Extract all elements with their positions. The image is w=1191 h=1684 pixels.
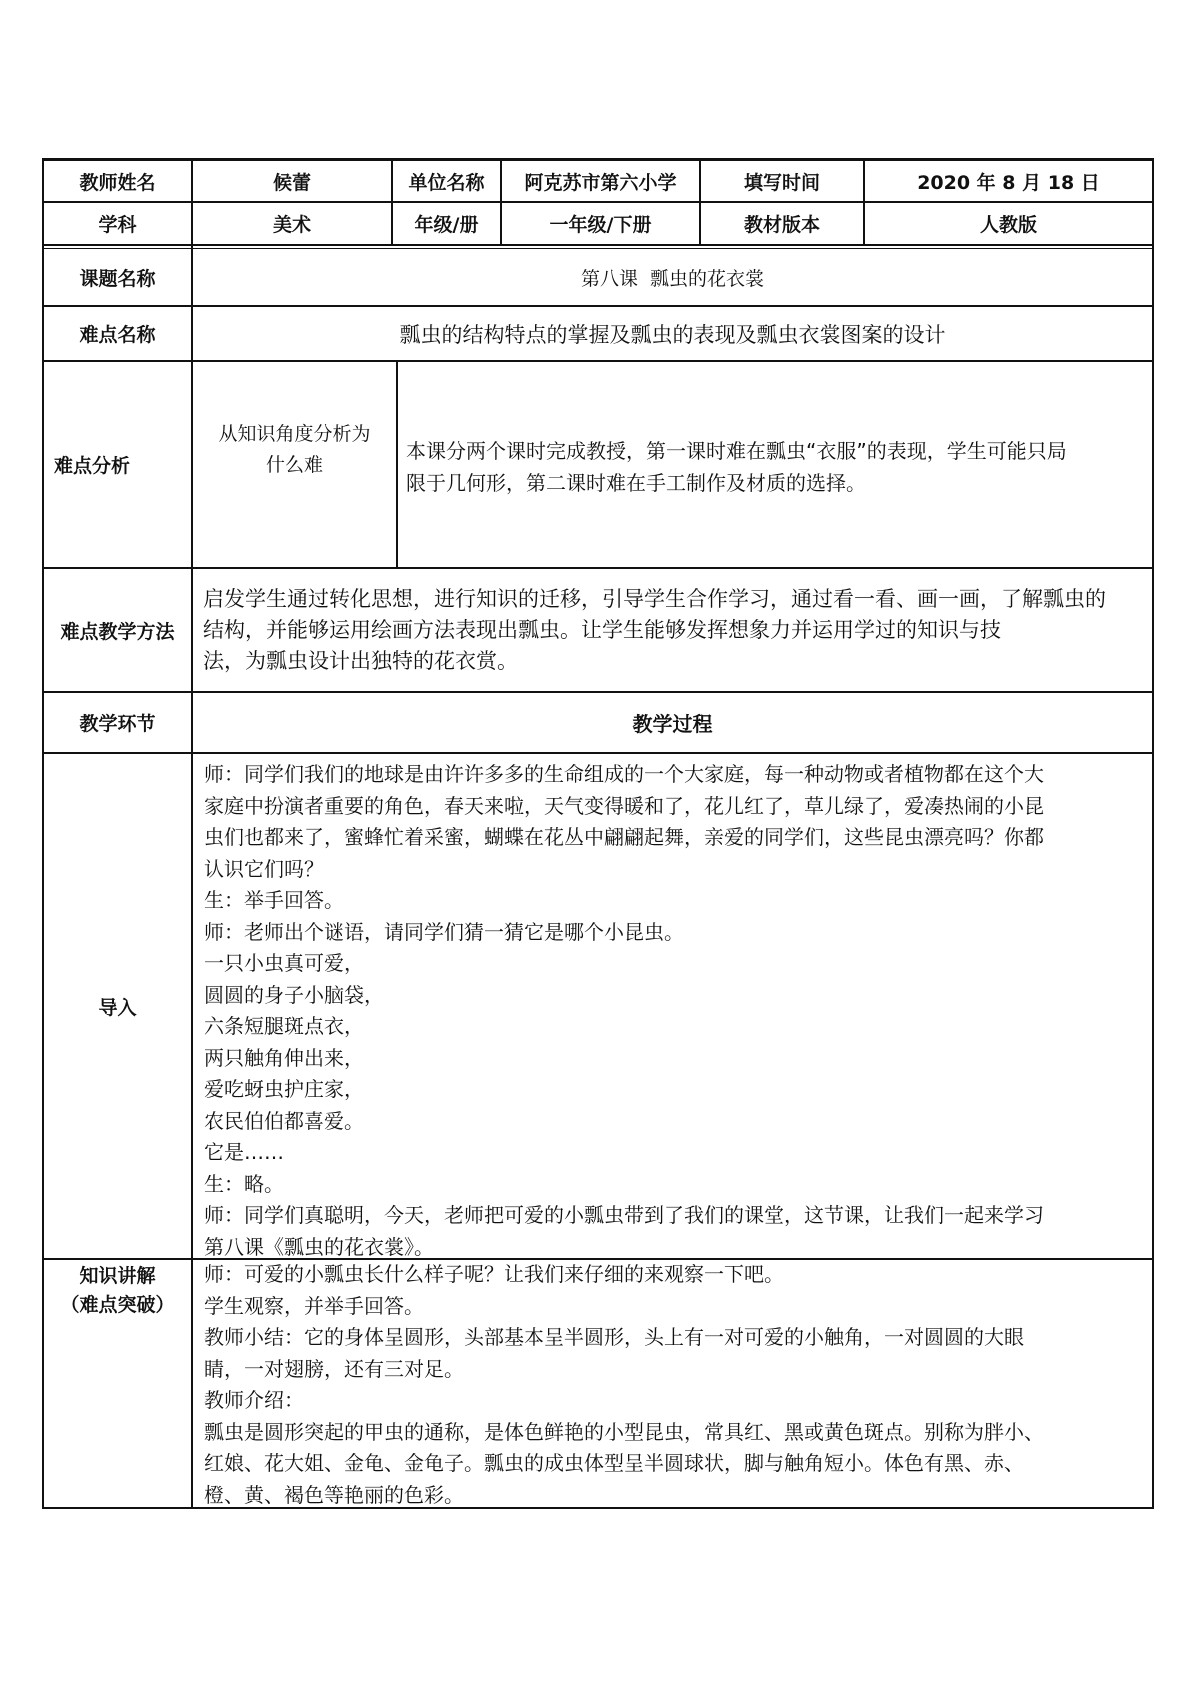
- intro-line: 生：略。: [204, 1171, 284, 1196]
- method-line: 启发学生通过转化思想，进行知识的迁移，引导学生合作学习，通过看一看、画一画，了解瓢虫的: [203, 587, 1106, 611]
- knowledge-line: 教师介绍：: [204, 1388, 304, 1412]
- row-divider: [42, 244, 1154, 246]
- intro-line: 一只小虫真可爱，: [204, 951, 364, 975]
- fill-date-value: 2020 年 8 月 18 日: [917, 171, 1100, 194]
- intro-line: 师：老师出个谜语，请同学们猜一猜它是哪个小昆虫。: [204, 919, 684, 944]
- intro-line: 两只触角伸出来，: [204, 1045, 364, 1070]
- unit-name-label: 单位名称: [408, 171, 485, 194]
- process-header: 教学过程: [632, 712, 713, 736]
- difficulty-label: 难点名称: [79, 324, 156, 346]
- intro-line: 虫们也都来了，蜜蜂忙着采蜜，蝴蝶在花丛中翩翩起舞，亲爱的同学们，这些昆虫漂亮吗？你都: [204, 825, 1044, 849]
- intro-line: 认识它们吗？: [204, 856, 324, 881]
- intro-line: 它是……: [204, 1140, 284, 1164]
- subject-label: 学科: [98, 214, 137, 236]
- teacher-name-value: 候蕾: [272, 171, 311, 194]
- analysis-sub-label-line: 从知识角度分析为: [218, 422, 371, 445]
- intro-line: 师：同学们真聪明，今天，老师把可爱的小瓢虫带到了我们的课堂，这节课，让我们一起来学习: [204, 1203, 1044, 1227]
- analysis-line: 限于几何形，第二课时难在手工制作及材质的选择。: [406, 471, 866, 495]
- knowledge-line: 瓢虫是圆形突起的甲虫的通称，是体色鲜艳的小型昆虫，常具红、黑或黄色斑点。别称为胖小、: [204, 1419, 1044, 1444]
- column-divider: [191, 158, 193, 1509]
- analysis-sub-label: [193, 362, 396, 567]
- method-line: 结构，并能够运用绘画方法表现出瓢虫。让学生能够发挥想象力并运用学过的知识与技: [203, 618, 1001, 642]
- knowledge-text: [204, 1259, 1149, 1511]
- knowledge-line: 学生观察，并举手回答。: [204, 1293, 424, 1318]
- analysis-text: [406, 435, 1150, 499]
- teacher-name-label: 教师姓名: [79, 171, 156, 194]
- intro-line: 圆圆的身子小脑袋，: [204, 982, 384, 1007]
- knowledge-line: 睛，一对翅膀，还有三对足。: [204, 1356, 464, 1381]
- method-line: 法，为瓢虫设计出独特的花衣赏。: [203, 649, 518, 673]
- unit-name-value: 阿克苏市第六小学: [524, 171, 677, 194]
- intro-line: 家庭中扮演者重要的角色，春天来啦，天气变得暖和了，花儿红了，草儿绿了，爱凑热闹的小昆: [204, 793, 1044, 818]
- intro-line: 爱吃蚜虫护庄家，: [204, 1077, 364, 1101]
- topic-value: 第八课 瓢虫的花衣裳: [580, 267, 765, 290]
- knowledge-label-line: （难点突破）: [60, 1294, 175, 1316]
- fill-date-label: 填写时间: [743, 171, 820, 194]
- analysis-label: 难点分析: [54, 455, 131, 477]
- subject-value: 美术: [272, 214, 311, 236]
- method-label: 难点教学方法: [60, 620, 175, 643]
- difficulty-value: 瓢虫的结构特点的掌握及瓢虫的表现及瓢虫衣裳图案的设计: [399, 322, 946, 347]
- edition-value: 人教版: [979, 214, 1037, 236]
- knowledge-line: 师：可爱的小瓢虫长什么样子呢？让我们来仔细的来观察一下吧。: [204, 1262, 784, 1286]
- column-divider: [396, 360, 398, 569]
- intro-line: 六条短腿斑点衣，: [204, 1014, 364, 1038]
- grade-value: 一年级/下册: [549, 214, 652, 236]
- intro-line: 农民伯伯都喜爱。: [204, 1108, 364, 1133]
- analysis-sub-label-line: 什么难: [265, 453, 323, 476]
- method-text: [203, 584, 1148, 677]
- intro-line: 师：同学们我们的地球是由许许多多的生命组成的一个大家庭，每一种动物或者植物都在这个大: [204, 762, 1044, 786]
- knowledge-line: 红娘、花大姐、金龟、金龟子。瓢虫的成虫体型呈半圆球状，脚与触角短小。体色有黑、赤、: [204, 1451, 1024, 1475]
- knowledge-line: 橙、黄、褐色等艳丽的色彩。: [204, 1482, 464, 1507]
- intro-label: 导入: [98, 996, 137, 1019]
- stage-header: 教学环节: [79, 713, 156, 735]
- intro-text: [204, 759, 1149, 1263]
- knowledge-label-line: 知识讲解: [79, 1265, 156, 1287]
- intro-line: 第八课《瓢虫的花衣裳》。: [204, 1234, 434, 1259]
- row-divider: [42, 567, 1154, 569]
- edition-label: 教材版本: [743, 214, 820, 236]
- row-divider: [42, 752, 1154, 754]
- topic-label: 课题名称: [79, 267, 156, 290]
- grade-label: 年级/册: [414, 214, 479, 236]
- intro-line: 生：举手回答。: [204, 888, 344, 912]
- knowledge-line: 教师小结：它的身体呈圆形，头部基本呈半圆形，头上有一对可爱的小触角，一对圆圆的大眼: [204, 1325, 1024, 1349]
- knowledge-label: [44, 1262, 191, 1320]
- analysis-line: 本课分两个课时完成教授，第一课时难在瓢虫“衣服”的表现，学生可能只局: [406, 439, 1067, 463]
